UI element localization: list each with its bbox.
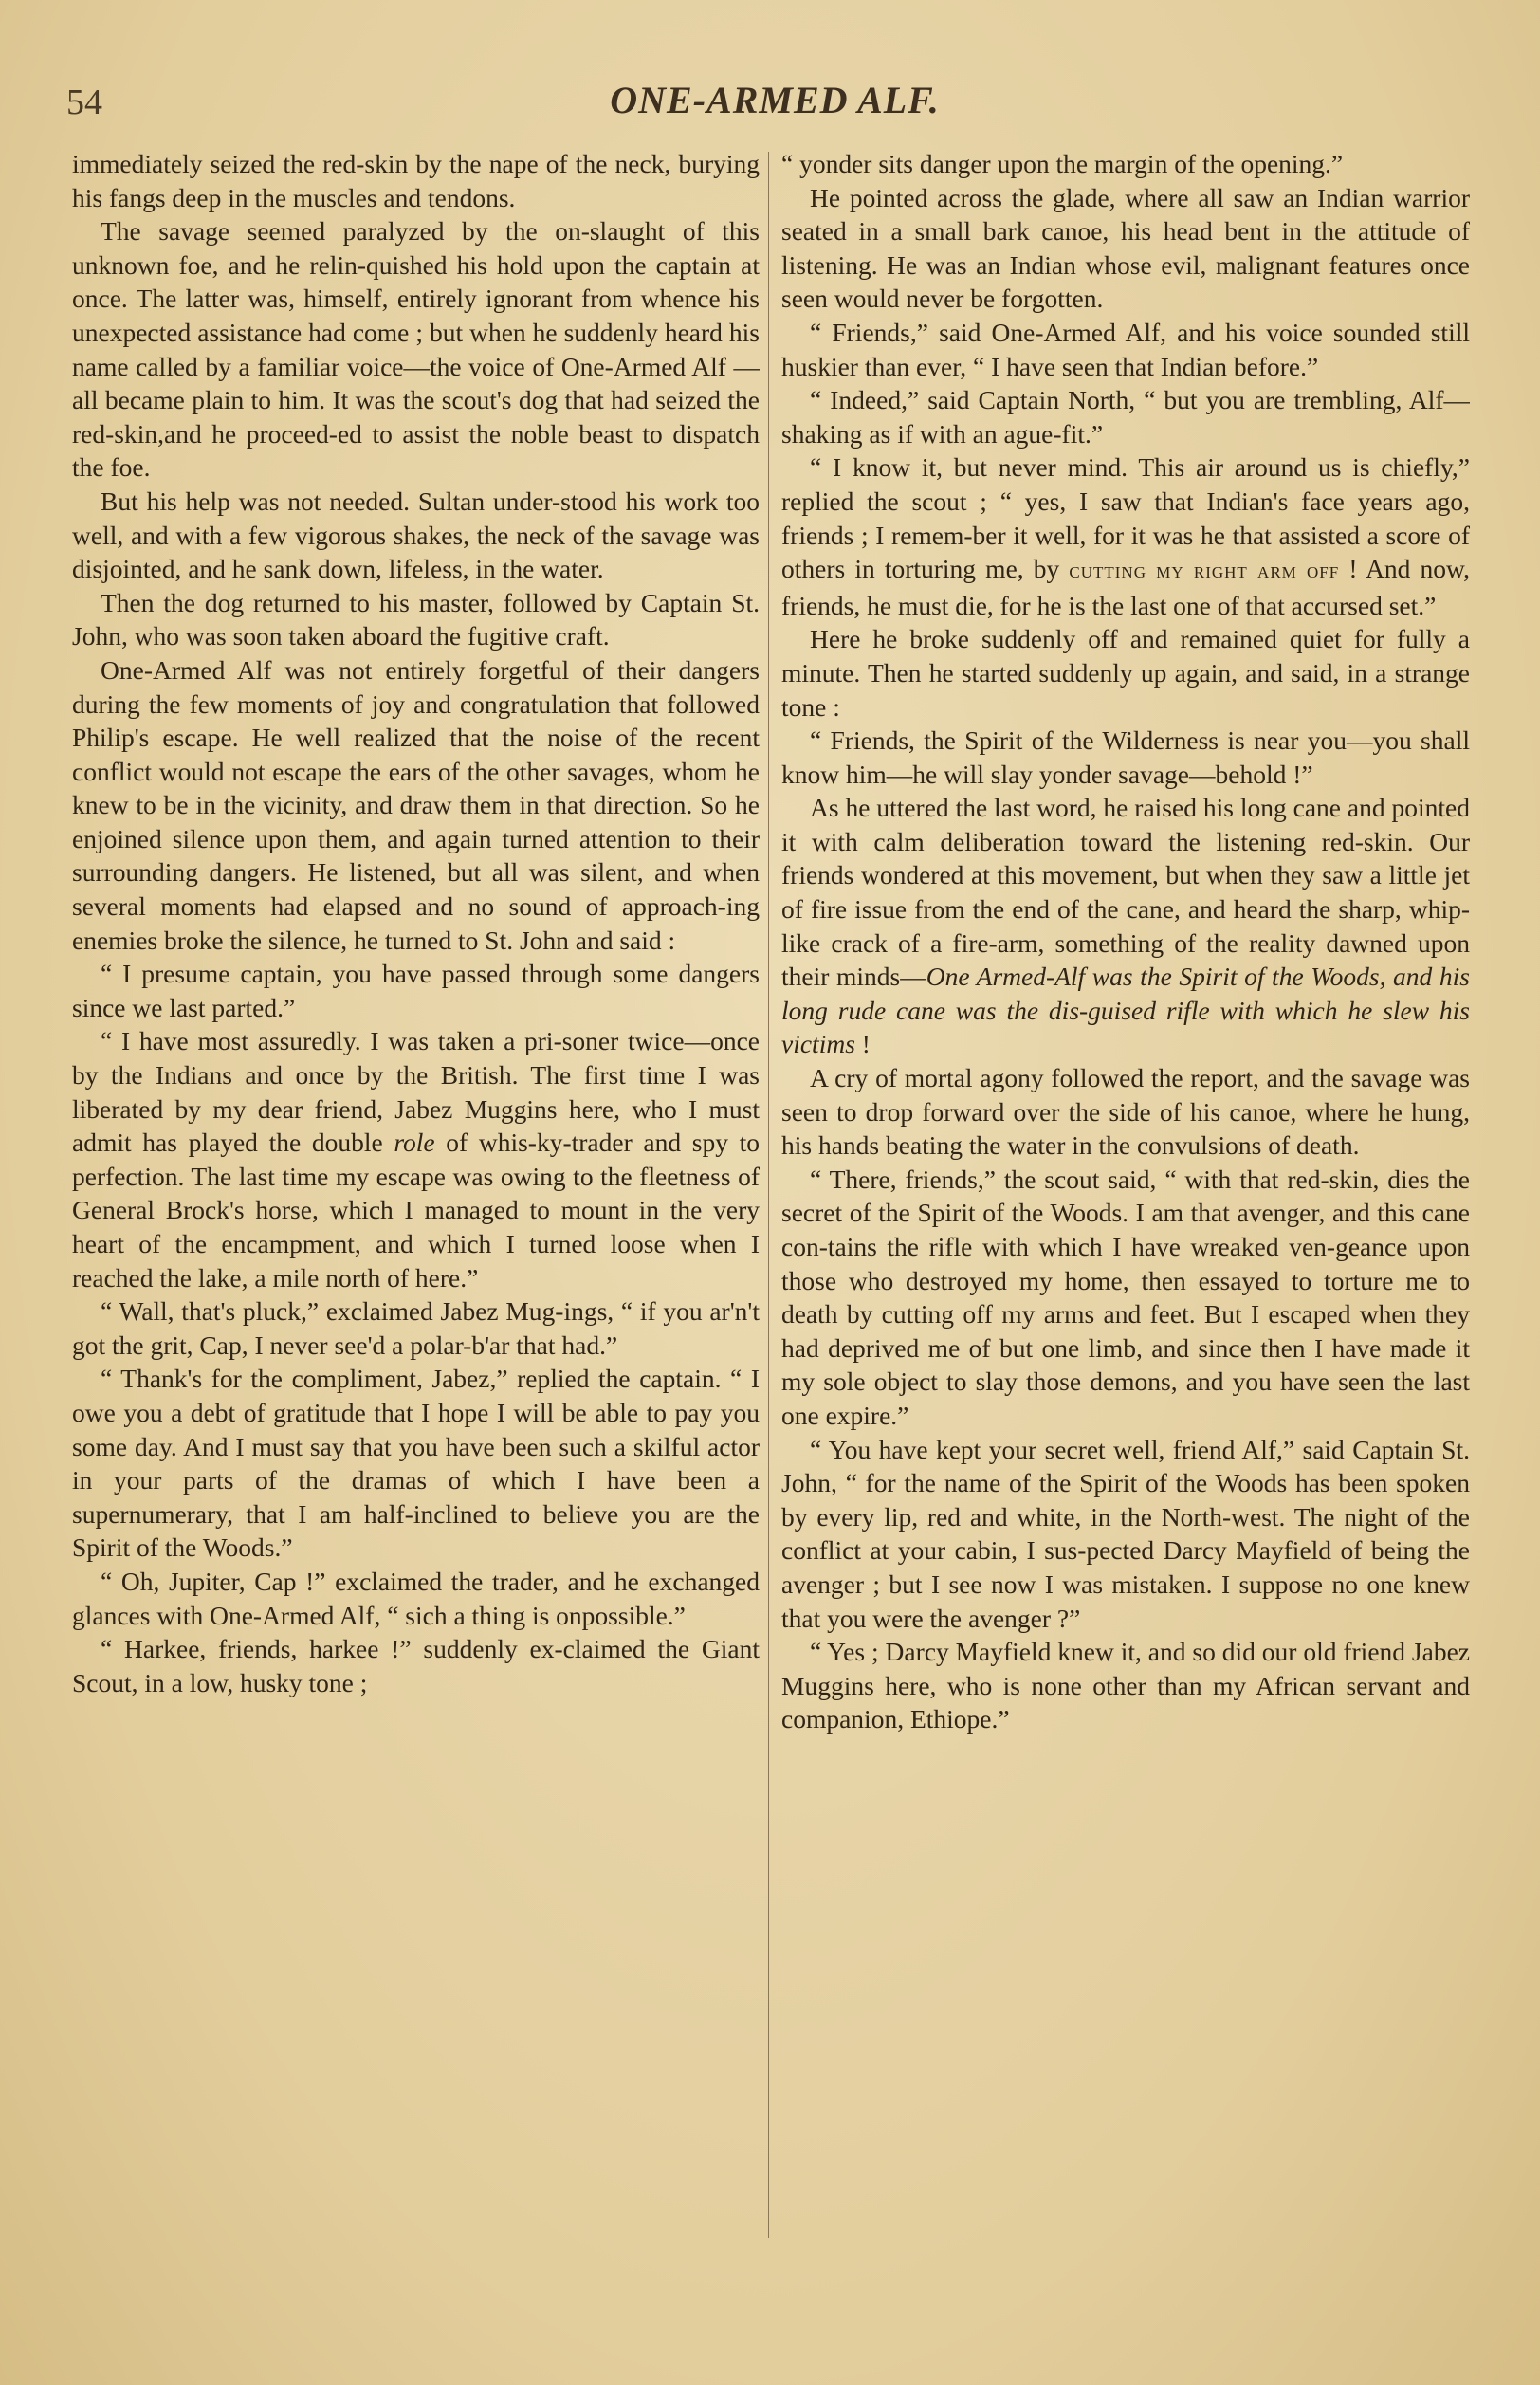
paragraph: But his help was not needed. Sultan under-stood his work too well, and with a few vigorous shakes, the neck of the savage was disjointed, and he sank down, lifeless, in the water. <box>72 486 760 584</box>
paragraph-text: As he uttered the last word, he raised his long cane and pointed it with calm deliberation toward the listening red-skin. Our friends wondered at this movement, but when they saw a little jet of fire issue from the end of the cane, and heard the sharp, whip-like crack of a fire-arm, something of the reality dawned upon their minds— <box>781 793 1470 992</box>
paragraph: “ There, friends,” the scout said, “ with that red-skin, dies the secret of the Spirit of the Woods. I am that avenger, and this cane con-tains the rifle with which I have wreaked ven-geance upon those who destroyed my home, then essayed to torture me to death by cutting off my arms and feet. But I escaped when they had deprived me of but one limb, and since then I have made it my sole object to slay those demons, and you have seen the last one expire.” <box>781 1164 1470 1430</box>
paragraph: “ I presume captain, you have passed through some dangers since we last parted.” <box>72 959 760 1022</box>
left-column <box>72 147 760 2247</box>
paragraph: “ Wall, that's pluck,” exclaimed Jabez Mug-ings, “ if you ar'n't got the grit, Cap, I never see'd a polar-b'ar that had.” <box>72 1296 760 1360</box>
page-number: 54 <box>66 83 102 122</box>
paragraph: “ Friends,” said One-Armed Alf, and his voice sounded still huskier than ever, “ I have seen that Indian before.” <box>781 317 1470 381</box>
paragraph-text: “ I have most assuredly. I was taken a pri-soner twice—once by the Indians and once by the British. The first time I was liberated by my dear friend, Jabez Muggins here, who I must admit has played the double <box>72 1026 760 1158</box>
paragraph: “ Yes ; Darcy Mayfield knew it, and so did our old friend Jabez Muggins here, who is none other than my African servant and companion, Ethiope.” <box>781 1637 1470 1734</box>
paragraph: “ Indeed,” said Captain North, “ but you are trembling, Alf—shaking as if with an ague-fit.” <box>781 385 1470 449</box>
column-divider <box>768 152 769 2238</box>
paragraph: A cry of mortal agony followed the report, and the savage was seen to drop forward over the side of his canoe, where he hung, his hands beating the water in the convulsions of death. <box>781 1063 1470 1161</box>
paragraph: “ You have kept your secret well, friend Alf,” said Captain St. John, “ for the name of the Spirit of the Woods has been spoken by every lip, red and white, in the North-west. The night of the conflict at your cabin, I sus-pected Darcy Mayfield of being the avenger ; but I see now I was mistaken. I suppose no one knew that you were the avenger ?” <box>781 1434 1470 1633</box>
small-caps-text: cutting my right arm off <box>1069 559 1340 584</box>
italic-text: One Armed-Alf was the Spirit of the Woods, and his long rude cane was the dis-guised rifle with which he slew his victims <box>781 962 1470 1059</box>
paragraph <box>72 1024 760 1294</box>
paragraph <box>781 791 1470 1061</box>
paragraph: Here he broke suddenly off and remained quiet for fully a minute. Then he started suddenly up again, and said, in a strange tone : <box>781 624 1470 722</box>
paragraph: “ Thank's for the compliment, Jabez,” replied the captain. “ I owe you a debt of gratitude that I hope I will be able to pay you some day. And I must say that you have been such a skilful actor in your parts of the dramas of which I have been a supernumerary, that I am half-inclined to believe you are the Spirit of the Woods.” <box>72 1364 760 1563</box>
paragraph-text: of whis-ky-trader and spy to perfection. The last time my escape was owing to the fleetness of General Brock's horse, which I managed to mount in the very heart of the encampment, and which I turned loose when I reached the lake, a mile north of here.” <box>72 1128 760 1293</box>
paragraph: One-Armed Alf was not entirely forgetful of their dangers during the few moments of joy and congratulation that followed Philip's escape. He well realized that the noise of the recent conflict would not escape the ears of the other savages, whom he knew to be in the vicinity, and draw them in that direction. So he enjoined silence upon them, and again turned attention to their surrounding dangers. He listened, but all was silent, and when several moments had elapsed and no sound of approach-ing enemies broke the silence, he turned to St. John and said : <box>72 654 760 955</box>
paragraph: He pointed across the glade, where all saw an Indian warrior seated in a small bark canoe, his head bent in the attitude of listening. He was an Indian whose evil, malignant features once seen would never be forgotten. <box>781 182 1470 314</box>
paragraph: “ yonder sits danger upon the margin of the opening.” <box>781 149 1344 178</box>
paragraph-text: ! <box>854 1029 871 1059</box>
paragraph: Then the dog returned to his master, followed by Captain St. John, who was soon taken aboard the fugitive craft. <box>72 587 760 651</box>
page-header <box>66 78 1483 135</box>
paragraph-text: “ I know it, but never mind. This air around us is chiefly,” replied the scout ; “ yes, I saw that Indian's face years ago, friends ; I remem-ber it well, for it was he that assisted a score of others in torturing me, by <box>781 452 1470 584</box>
right-column <box>781 147 1470 2247</box>
paragraph: “ Harkee, friends, harkee !” suddenly ex-claimed the Giant Scout, in a low, husky tone ; <box>72 1634 760 1697</box>
paragraph: “ Oh, Jupiter, Cap !” exclaimed the trader, and he exchanged glances with One-Armed Alf, “ sich a thing is onpossible.” <box>72 1566 760 1630</box>
running-title: ONE-ARMED ALF. <box>610 79 940 121</box>
paragraph: The savage seemed paralyzed by the on-slaught of this unknown foe, and he relin-quished his hold upon the captain at once. The latter was, himself, entirely ignorant from whence his unexpected assistance had come ; but when he suddenly heard his name called by a familiar voice—the voice of One-Armed Alf —all became plain to him. It was the scout's dog that had seized the red-skin,and he proceed-ed to assist the noble beast to dispatch the foe. <box>72 216 760 483</box>
paragraph: “ Friends, the Spirit of the Wilderness is near you—you shall know him—he will slay yonder savage—behold !” <box>781 725 1470 789</box>
paragraph-text: ! And now, friends, he must die, for he is the last one of that accursed set.” <box>781 554 1470 620</box>
paragraph: immediately seized the red-skin by the nape of the neck, burying his fangs deep in the muscles and tendons. <box>72 149 760 212</box>
italic-text: role <box>394 1128 435 1158</box>
paragraph <box>781 450 1470 622</box>
